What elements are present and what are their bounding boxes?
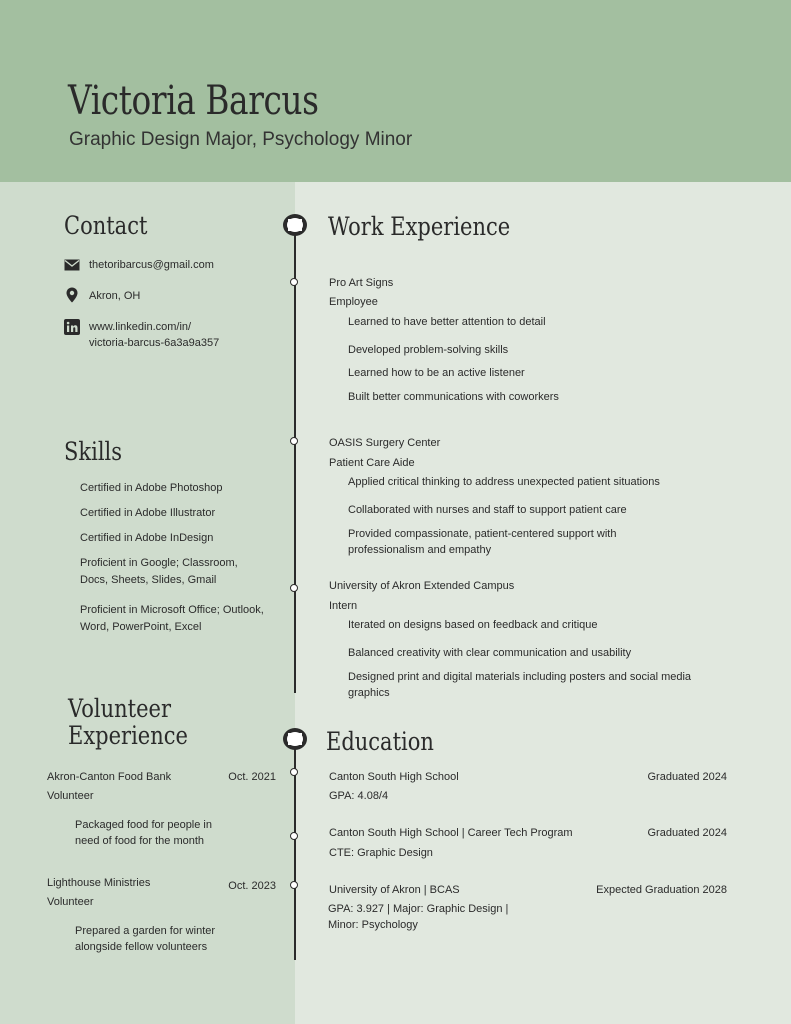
volunteer-role: Volunteer [47,896,94,908]
email-link[interactable]: thetoribarcus@gmail.com [89,259,214,271]
volunteer-date: Oct. 2021 [228,771,276,783]
job-bullet: Collaborated with nurses and staff to support patient care [348,504,627,516]
timeline-dot [290,437,298,445]
school-status: Graduated 2024 [647,771,727,783]
skill-item: Certified in Adobe InDesign [80,532,214,544]
volunteer-role: Volunteer [47,790,94,802]
timeline-dot [290,768,298,776]
skill-item: Proficient in Microsoft Office; Outlook, Word, PowerPoint, Excel [80,604,264,633]
skill-item: Proficient in Google; Classroom, Docs, Sheets, Slides, Gmail [80,557,238,586]
skills-heading: Skills [64,437,123,466]
volunteer-desc: Prepared a garden for winter alongside fellow volunteers [75,925,216,953]
applicant-subtitle: Graphic Design Major, Psychology Minor [69,129,413,150]
job-bullet: Developed problem-solving skills [348,344,509,356]
header-banner [0,0,791,182]
job-company: Pro Art Signs [329,277,394,289]
volunteer-heading [68,695,188,749]
contact-heading: Contact [64,211,148,240]
job-bullet: Learned to have better attention to detail [348,316,546,328]
timeline-dot [290,881,298,889]
school-name: Canton South High School [329,771,459,783]
linkedin-link[interactable] [89,319,219,351]
education-timeline-line [294,745,296,960]
envelope-icon [64,257,80,273]
school-name: University of Akron | BCAS [329,884,460,896]
school-name: Canton South High School | Career Tech Program [329,827,573,839]
skill-item: Certified in Adobe Illustrator [80,507,216,519]
job-bullet: Learned how to be an active listener [348,367,525,379]
linkedin-url-line1: www.linkedin.com/in/ [89,321,192,333]
job-bullet: Applied critical thinking to address unexpected patient situations [348,476,660,488]
school-status: Expected Graduation 2028 [596,884,727,896]
volunteer-date: Oct. 2023 [228,880,276,892]
timeline-dot [290,832,298,840]
applicant-name: Victoria Barcus [68,78,319,124]
job-bullet: Balanced creativity with clear communication and usability [348,647,632,659]
education-heading: Education [326,727,434,756]
school-detail: GPA: 4.08/4 [329,790,389,802]
timeline-dot [290,584,298,592]
job-role: Intern [329,600,358,612]
volunteer-heading-line2: Experience [68,721,188,750]
skill-item: Certified in Adobe Photoshop [80,482,223,494]
job-company: OASIS Surgery Center [329,437,441,449]
work-section-marker [283,214,307,236]
linkedin-icon [64,319,80,335]
work-heading: Work Experience [328,212,511,241]
school-detail: CTE: Graphic Design [329,847,433,859]
school-detail: GPA: 3.927 | Major: Graphic Design | Minor: Psychology [328,903,509,931]
job-role: Employee [329,296,378,308]
job-role: Patient Care Aide [329,457,415,469]
timeline-dot [290,278,298,286]
volunteer-org: Lighthouse Ministries [47,877,151,889]
volunteer-org: Akron-Canton Food Bank [47,771,172,783]
school-status: Graduated 2024 [647,827,727,839]
volunteer-heading-line1: Volunteer [68,694,171,723]
job-company: University of Akron Extended Campus [329,580,515,592]
volunteer-desc: Packaged food for people in need of food for the month [75,819,212,847]
education-section-marker [283,728,307,750]
location-text: Akron, OH [89,290,141,302]
linkedin-url-line2: victoria-barcus-6a3a9a357 [89,337,220,349]
job-bullet: Designed print and digital materials including posters and social media graphics [348,671,692,699]
job-bullet: Built better communications with coworkers [348,391,559,403]
work-timeline-line [294,230,296,693]
job-bullet: Provided compassionate, patient-centered support with professionalism and empathy [348,528,617,556]
location-pin-icon [64,287,80,303]
job-bullet: Iterated on designs based on feedback and critique [348,619,598,631]
